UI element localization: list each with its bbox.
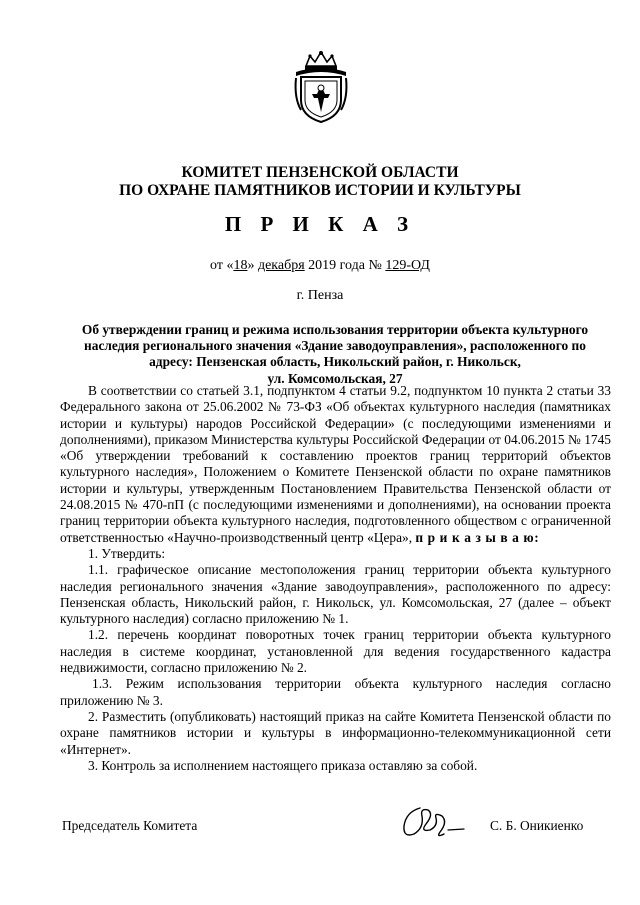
coat-of-arms-icon [292,50,350,124]
preamble-paragraph [60,383,611,546]
item-1-3: 1.3. Режим использования территории объекта культурного наследия согласно приложению № 3. [60,676,611,708]
date-prefix: от « [210,258,234,273]
subject-line-2: наследия регионального значения «Здание заводоуправления», расположенного по [84,338,586,354]
preamble-text: В соответствии со статьей 3.1, подпунктом 4 статьи 9.2, подпунктом 10 пункта 2 статьи 33 Федерального закона от 25.06.2002 № 73-ФЗ «Об объектах культурного наследия (памятниках истории и культуры) народов Российской Федерации» (с последующими изменениями и дополнениями), приказом Министерства культуры Российской Федерации от 04.06.2015 № 1745 «Об утверждении требований к составлению проектов границ территорий объектов культурного наследия», Положением о Комитете Пензенской области по охране памятников истории и культуры, утвержденным Постановлением Правительства Пензенской области от 24.08.2015 № 470-пП (с последующими изменениями и дополнениями), на основании проекта границ территории объекта культурного наследия, подготовленного обществом с ограниченной ответственностью «Научно-производственный центр «Цера», [60,383,611,545]
date-day: 18 [233,258,248,273]
item-1: 1. Утвердить: [88,545,166,561]
date-middle: » [247,258,258,273]
signer-position: Председатель Комитета [62,818,198,833]
item-2: 2. Разместить (опубликовать) настоящий приказ на сайте Комитета Пензенской области по охране памятников истории и культуры в информационно-телекоммуникационной сети «Интернет». [60,708,611,757]
item-1-2: 1.2. перечень координат поворотных точек границ территории объекта культурного наследия в системе координат, установленной для ведения государственного кадастра недвижимости, согласно приложению № 2. [60,627,611,676]
org-line-1: КОМИТЕТ ПЕНЗЕНСКОЙ ОБЛАСТИ [181,164,459,181]
order-dateline [0,258,640,274]
city: г. Пенза [296,288,344,303]
subject-line-4: ул. Комсомольская, 27 [267,370,403,386]
order-body [60,383,611,774]
order-subject [70,322,600,387]
signature-icon [398,800,468,844]
document-type: П Р И К А З [224,212,416,236]
org-line-2: ПО ОХРАНЕ ПАМЯТНИКОВ ИСТОРИИ И КУЛЬТУРЫ [119,182,521,199]
order-word: п р и к а з ы в а ю: [415,529,540,545]
item-1-1: 1.1. графическое описание местоположения границ территории объекта культурного наследия регионального значения «Здание заводоуправления», расположенного по адресу: Пензенская область, Никольский район, г. Никольск, ул. Комсомольская, 27 (далее – объект культурного наследия) согласно приложению № 1. [60,562,611,627]
subject-line-1: Об утверждении границ и режима использования территории объекта культурного [81,322,589,337]
order-number: 129-ОД [385,258,430,273]
date-year: 2019 года № [304,258,386,273]
subject-line-3: адресу: Пензенская область, Никольский район, г. Никольск, [149,354,521,370]
signer-name: С. Б. Оникиенко [490,818,584,833]
date-month: декабря [257,258,305,273]
organization-name [0,164,640,200]
item-3: 3. Контроль за исполнением настоящего приказа оставляю за собой. [88,757,478,773]
